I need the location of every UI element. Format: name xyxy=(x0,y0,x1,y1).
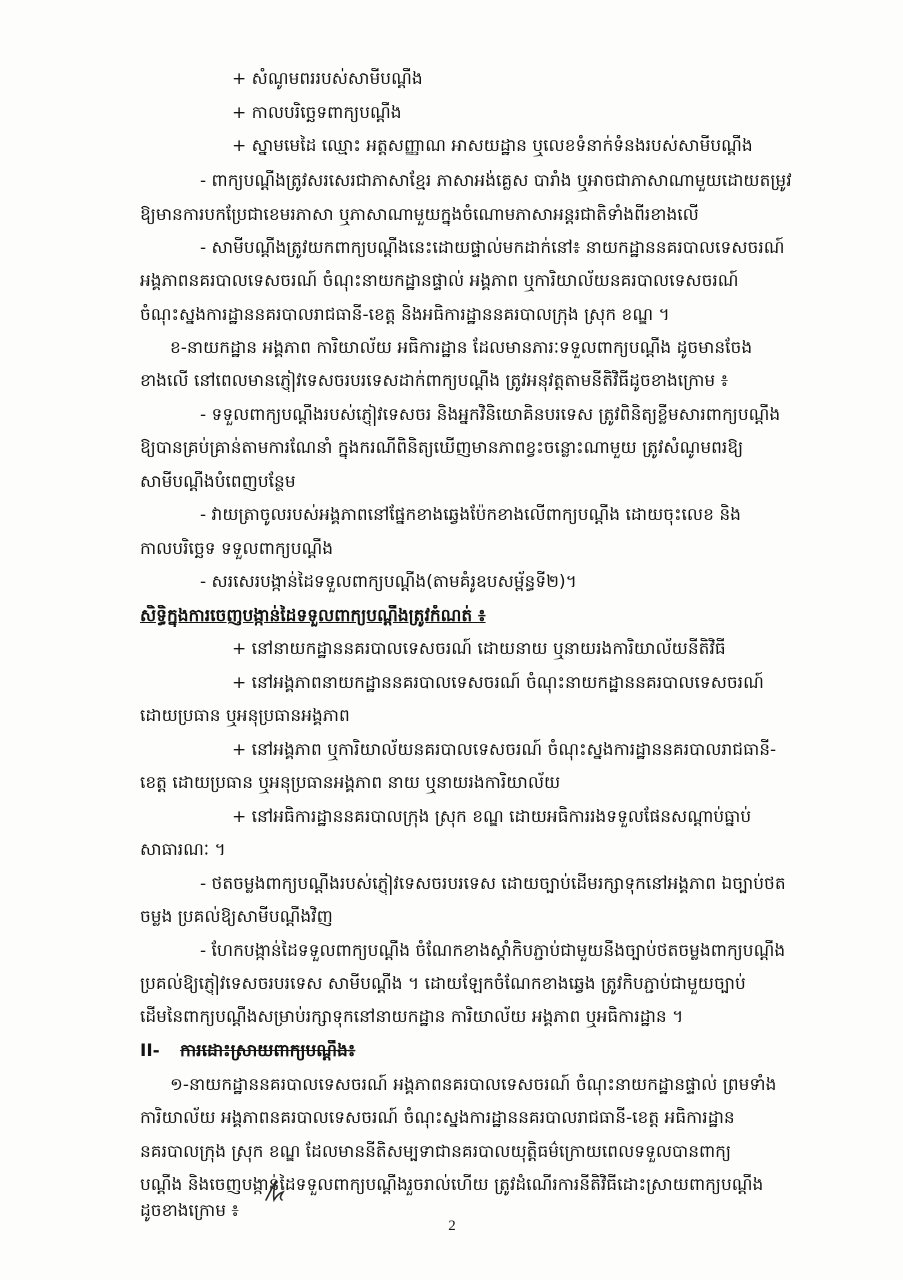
bullet-request: + សំណូមពររបស់សាមីបណ្តឹង xyxy=(232,69,423,89)
bullet-identity: + ស្នាមមេដៃ ឈ្មោះ អត្តសញ្ញាណ អាសយដ្ឋាន ឬលេខទំនាក់ទំនងរបស់សាមីបណ្តឹង xyxy=(232,136,753,156)
paragraph-stamp: - វាយត្រាចូលរបស់អង្គភាពនៅផ្នែកខាងឆ្វេងប៉ែកខាងលើពាក្យបណ្តឹង ដោយចុះលេខ និង xyxy=(200,505,741,525)
paragraph-submit: - សាមីបណ្តឹងត្រូវយកពាក្យបណ្តឹងនេះដោយផ្ទាល់មកដាក់នៅ៖ នាយកដ្ឋាននគរបាលទេសចរណ៍ xyxy=(200,238,785,258)
paragraph-receive-cont-1: ឱ្យបានគ្រប់គ្រាន់តាមការណែនាំ ក្នុងករណីពិនិត្យឃើញមានភាពខ្វះចន្លោះណាមួយ ត្រូវសំណូមពរឱ្យ xyxy=(140,438,744,458)
section-ii-number: II- xyxy=(140,1041,160,1061)
bullet-unit: + នៅអង្គភាពនាយកដ្ឋាននគរបាលទេសចរណ៍ ចំណុះនាយកដ្ឋាននគរបាលទេសចរណ៍ xyxy=(232,673,764,693)
bullet-office: + នៅអង្គភាព ឬការិយាល័យនគរបាលទេសចរណ៍ ចំណុះស្នងការដ្ឋាននគរបាលរាជធានី- xyxy=(232,740,777,760)
paragraph-receive-cont-2: សាមីបណ្តឹងបំពេញបន្ថែម xyxy=(140,472,296,492)
bullet-date: + កាលបរិច្ឆេទពាក្យបណ្តឹង xyxy=(232,103,402,123)
paragraph-submit-cont-1: អង្គភាពនគរបាលទេសចរណ៍ ចំណុះនាយកដ្ឋានផ្ទាល់ អង្គភាព ឬការិយាល័យនគរបាលទេសចរណ៍ xyxy=(140,271,739,291)
initial-signature-icon xyxy=(262,1178,288,1204)
section-kha-cont: ខាងលើ នៅពេលមានភ្ញៀវទេសចរបរទេសដាក់ពាក្យបណ្តឹង ត្រូវអនុវត្តតាមនីតិវិធីដូចខាងក្រោម ៖ xyxy=(140,371,729,391)
paragraph-receipt: - សរសេរបង្កាន់ដៃទទួលពាក្យបណ្តឹង(តាមគំរូឧបសម្ព័ន្ធទី២)។ xyxy=(200,572,577,592)
paragraph-copy: - ថតចម្លងពាក្យបណ្តឹងរបស់ភ្ញៀវទេសចរបរទេស ដោយច្បាប់ដើមរក្សាទុកនៅអង្គភាព ឯច្បាប់ថត xyxy=(200,874,786,894)
bullet-inspectorate: + នៅអធិការដ្ឋាននគរបាលក្រុង ស្រុក ខណ្ឌ ដោយអធិការរងទទួលផែនសណ្តាប់ធ្នាប់ xyxy=(232,807,752,827)
paragraph-handling-2: ការិយាល័យ អង្គភាពនគរបាលទេសចរណ៍ ចំណុះស្នងការដ្ឋាននគរបាលរាជធានី-ខេត្ត អធិការដ្ឋាន xyxy=(140,1108,735,1128)
bullet-office-cont: ខេត្ត ដោយប្រធាន ឬអនុប្រធានអង្គភាព នាយ ឬនាយរងការិយាល័យ xyxy=(140,773,561,793)
heading-receipt-authority: សិទ្ធិក្នុងការចេញបង្កាន់ដៃទទួលពាក្យបណ្តឹងត្រូវកំណត់ ៖ xyxy=(140,606,486,626)
paragraph-handling-4: បណ្តឹង និងចេញបង្កាន់ដៃទទួលពាក្យបណ្តឹងរួចរាល់ហើយ ត្រូវដំណើរការនីតិវិធីដោះស្រាយពាក្យបណ្តឹង xyxy=(140,1175,764,1195)
paragraph-stamp-cont: កាលបរិច្ឆេទ ទទួលពាក្យបណ្តឹង xyxy=(140,539,334,559)
paragraph-language: - ពាក្យបណ្តឹងត្រូវសរសេរជាភាសាខ្មែរ ភាសាអង់គ្លេស បារាំង ឬអាចជាភាសាណាមួយដោយតម្រូវ xyxy=(200,171,792,191)
paragraph-handling-1: ១-នាយកដ្ឋាននគរបាលទេសចរណ៍ អង្គភាពនគរបាលទេសចរណ៍ ចំណុះនាយកដ្ឋានផ្ទាល់ ព្រមទាំង xyxy=(170,1075,777,1095)
paragraph-handling-5: ដូចខាងក្រោម ៖ xyxy=(140,1201,239,1221)
section-kha-heading: ខ-នាយកដ្ឋាន អង្គភាព ការិយាល័យ អធិការដ្ឋាន ដែលមានភារៈទទួលពាក្យបណ្តឹង ដូចមានចែង xyxy=(170,338,753,358)
bullet-inspectorate-cont: សាធារណៈ ។ xyxy=(140,840,226,860)
paragraph-submit-cont-2: ចំណុះស្នងការដ្ឋាននគរបាលរាជធានី-ខេត្ត និងអធិការដ្ឋាននគរបាលក្រុង ស្រុក ខណ្ឌ ។ xyxy=(140,305,670,325)
bullet-department: + នៅនាយកដ្ឋាននគរបាលទេសចរណ៍ ដោយនាយ ឬនាយរងការិយាល័យនីតិវិធី xyxy=(232,639,726,659)
bullet-unit-cont: ដោយប្រធាន ឬអនុប្រធានអង្គភាព xyxy=(140,706,350,726)
paragraph-tear-cont-2: ដើមនៃពាក្យបណ្តឹងសម្រាប់រក្សាទុកនៅនាយកដ្ឋាន ការិយាល័យ អង្គភាព ឬអធិការដ្ឋាន ។ xyxy=(140,1007,684,1027)
paragraph-receive: - ទទួលពាក្យបណ្តឹងរបស់ភ្ញៀវទេសចរ និងអ្នកវិនិយោគិនបរទេស ត្រូវពិនិត្យខ្លឹមសារពាក្យបណ្តឹង xyxy=(200,405,781,425)
page-number: 2 xyxy=(448,1218,456,1234)
paragraph-language-cont: ឱ្យមានការបកប្រែជាខេមរភាសា ឬភាសាណាមួយក្នុងចំណោមភាសាអន្តរជាតិទាំងពីរខាងលើ xyxy=(140,205,699,225)
paragraph-copy-cont: ចម្លង ប្រគល់ឱ្យសាមីបណ្តឹងវិញ xyxy=(140,907,333,927)
paragraph-tear: - ហែកបង្កាន់ដៃទទួលពាក្យបណ្តឹង ចំណែកខាងស្តាំកិបភ្ជាប់ជាមួយនឹងច្បាប់ថតចម្លងពាក្យបណ្តឹង xyxy=(200,941,786,961)
section-ii-title: ការដោះស្រាយពាក្យបណ្តឹង៖ xyxy=(180,1041,356,1061)
paragraph-handling-3: នគរបាលក្រុង ស្រុក ខណ្ឌ ដែលមាននីតិសម្បទាជានគរបាលយុត្តិធម៌ក្រោយពេលទទួលបានពាក្យ xyxy=(140,1142,732,1162)
paragraph-tear-cont-1: ប្រគល់ឱ្យភ្ញៀវទេសចរបរទេស សាមីបណ្តឹង ។ ដោយឡែកចំណែកខាងឆ្វេង ត្រូវកិបភ្ជាប់ជាមួយច្បាប់ xyxy=(140,974,746,994)
